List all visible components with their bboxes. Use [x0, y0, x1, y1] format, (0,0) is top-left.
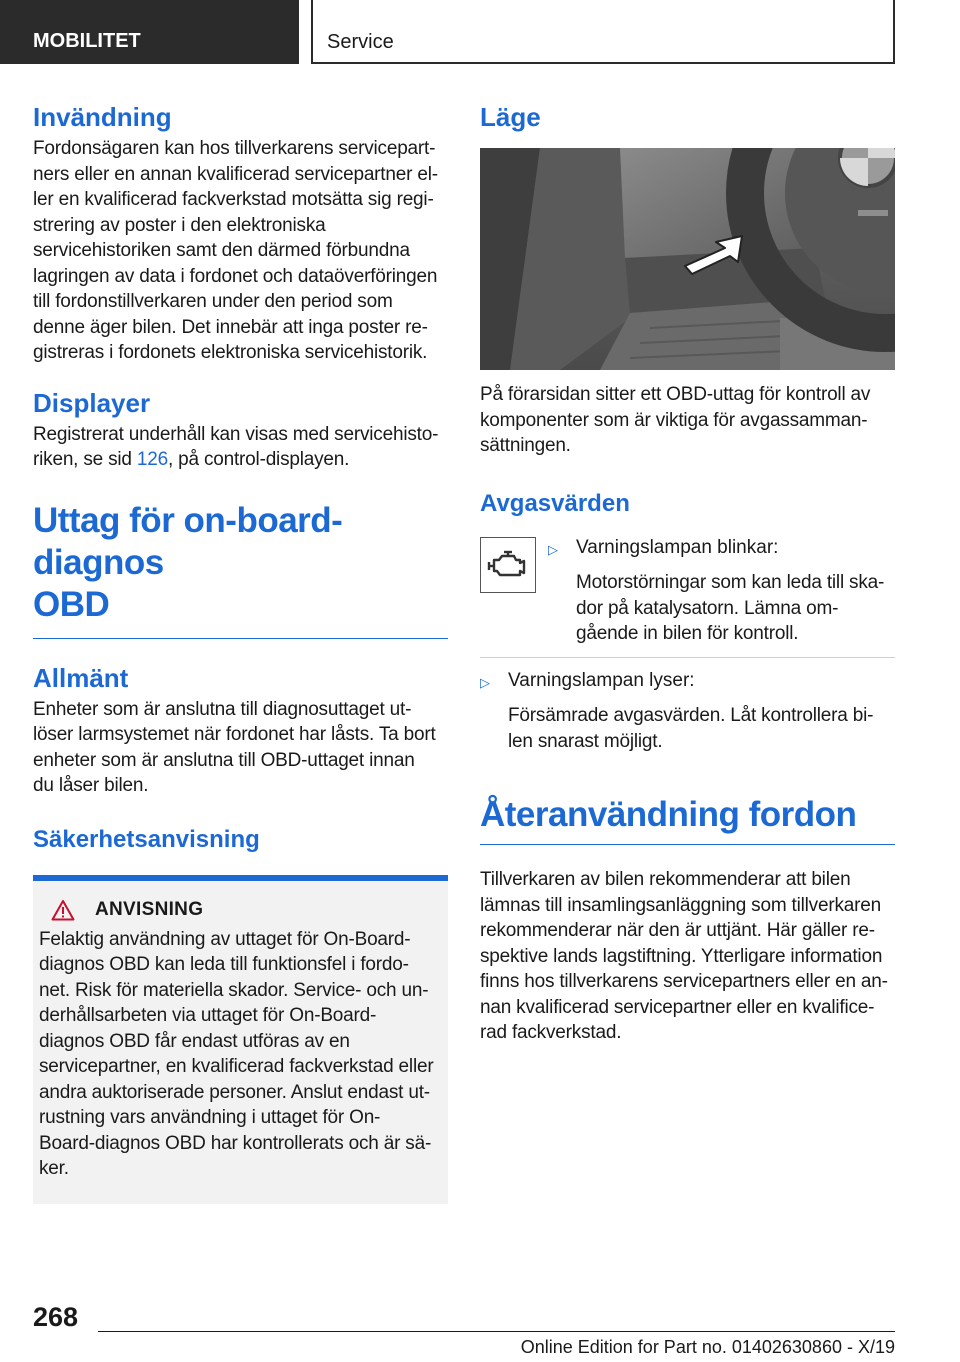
- bullet-list: [548, 535, 895, 647]
- list-item: ▷ Varningslampan lyser:: [480, 668, 895, 696]
- paragraph-ater: Tillverkaren av bilen rekommenderar att bilen lämnas till insamlingsanläggning som tillverkaren rekommenderar när den är uttjänt. Här gäller re- spektive lands lagstiftning. Ytterligare information finns hos tillverkarens servicepartners eller en an- nan kvalificerad servicepartner eller en kvalifice- rad fackverkstad.: [480, 869, 888, 1043]
- chapter-title: Service: [311, 0, 895, 64]
- heading-lage: Läge: [480, 102, 541, 132]
- heading-invandning: Invändning: [33, 102, 172, 132]
- left-column: [33, 100, 448, 1204]
- check-engine-icon: [480, 537, 536, 593]
- bullet-text: Motorstörningar som kan leda till ska- dor på katalysatorn. Lämna om- gående in bilen för kontroll.: [576, 572, 885, 644]
- heading-rule: [33, 638, 448, 639]
- triangle-bullet-icon: ▷: [548, 541, 558, 557]
- heading-allmant: Allmänt: [33, 662, 129, 693]
- heading-avgas: Avgasvärden: [480, 489, 630, 517]
- heading-obd: Uttag för on-board-diagnos OBD: [33, 500, 343, 624]
- bullet-text: Försämrade avgasvärden. Låt kontrollera bi- len snarast möjligt.: [508, 705, 874, 752]
- warning-text: Felaktig användning av uttaget för On-Board- diagnos OBD kan leda till funktionsfel i fordo- net. Risk för materiella skador. Service- och un- derhållsarbeten via uttaget för On-Board- diagnos OBD får endast utföras av en servicepartner, en kvalificerad fackverkstad eller andra auktoriserade personer. Anslut endast ut- rustning vars användning i uttaget för On- Board-diagnos OBD har kontrollerats och är sä- ker.: [39, 928, 434, 1179]
- avgas-section: [480, 535, 895, 647]
- page-number: 268: [33, 1302, 79, 1332]
- warning-triangle-icon: [51, 899, 75, 921]
- paragraph-lage: På förarsidan sitter ett OBD-uttag för kontroll av komponenter som är viktiga för avgassamman- sättningen.: [480, 384, 871, 456]
- warning-box: [33, 875, 448, 1204]
- bullet-divider: [480, 657, 895, 658]
- footer-edition: Online Edition for Part no. 01402630860 - X/19: [520, 1337, 895, 1357]
- page-header: [0, 0, 960, 66]
- paragraph-displayer: Registrerat underhåll kan visas med servicehisto- riken, se sid 126, på control-displayen.: [33, 423, 439, 470]
- paragraph-allmant: Enheter som är anslutna till diagnosuttaget ut- löser larmsystemet när fordonet har låsts. Ta bort enheter som är anslutna till OBD-uttaget innan du låser bilen.: [33, 698, 436, 796]
- warning-header: [51, 899, 444, 921]
- warning-title: ANVISNING: [95, 898, 204, 920]
- list-item: ▷ Varningslampan blinkar:: [548, 535, 895, 563]
- triangle-bullet-icon: ▷: [480, 674, 490, 690]
- obd-location-photo: [480, 148, 895, 370]
- heading-displayer: Displayer: [33, 387, 151, 418]
- heading-sakerhet: Säkerhetsanvisning: [33, 825, 260, 853]
- paragraph-invandning: Fordonsägaren kan hos tillverkarens servicepart- ners eller en annan kvalificerad servicepartner el- ler en kvalificerad fackverkstad motsätta sig regi- strering av poster i den elektroniska servicehistoriken samt den därmed förbundna lagringen av data i fordonet och dataöverföringen till fordonstillverkaren under den period som denne äger bilen. Det innebär att inga poster re- gistreras i fordonets elektroniska servicehistorik.: [33, 138, 438, 363]
- section-tab: MOBILITET: [0, 0, 299, 64]
- heading-ater: Återanvändning fordon: [480, 795, 857, 834]
- footer-rule: [98, 1331, 895, 1332]
- page-reference-link[interactable]: 126: [136, 449, 168, 470]
- heading-rule: [480, 844, 895, 845]
- right-column: [480, 100, 895, 1046]
